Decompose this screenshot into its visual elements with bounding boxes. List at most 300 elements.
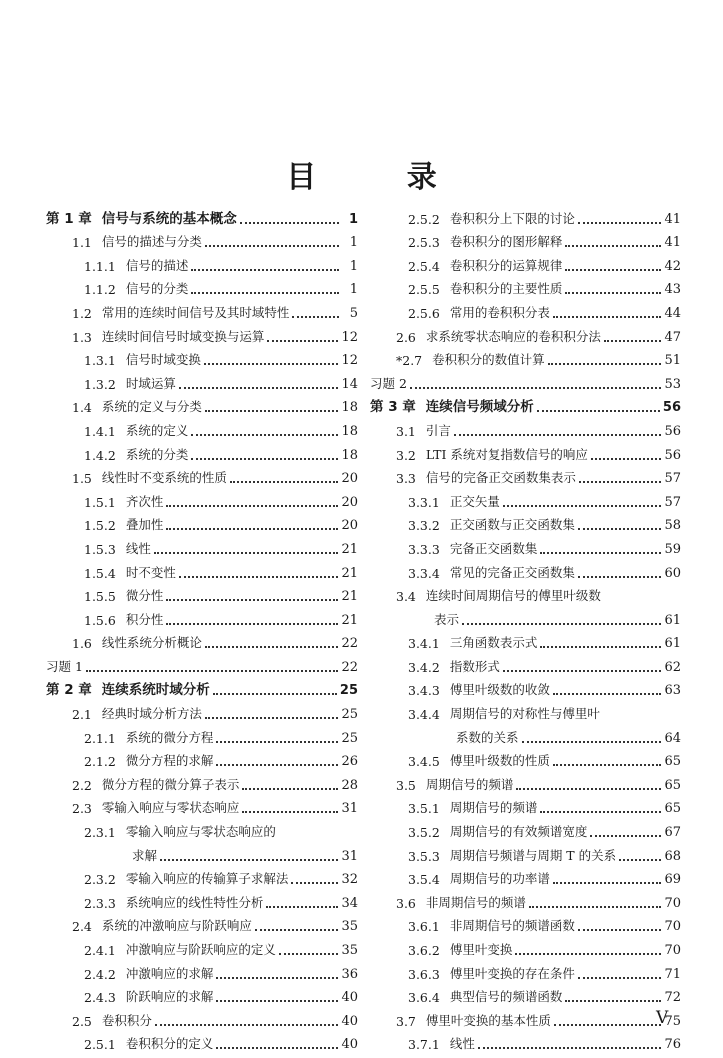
toc-entry[interactable] — [370, 958, 681, 982]
toc-entry-number: 2.5.3 — [408, 235, 440, 251]
toc-entry[interactable] — [370, 463, 681, 487]
toc-entry-page: 40 — [341, 1013, 358, 1029]
dot-leader — [537, 409, 660, 412]
toc-entry-page: 70 — [664, 919, 681, 935]
dot-leader — [553, 692, 662, 695]
toc-entry[interactable] — [370, 203, 681, 227]
toc-entry[interactable] — [46, 1029, 358, 1053]
toc-entry-number: 3.5 — [396, 777, 416, 793]
dot-leader — [553, 315, 662, 318]
page-title: 目 录 — [286, 160, 477, 195]
toc-entry-title: 线性 — [449, 1036, 475, 1052]
toc-entry-page: 44 — [664, 305, 681, 321]
toc-entry-number: 3.5.1 — [408, 801, 440, 817]
toc-entry-page: 35 — [341, 919, 358, 935]
toc-entry[interactable] — [46, 486, 358, 510]
dot-leader — [240, 221, 339, 224]
toc-entry-page: 72 — [664, 990, 681, 1006]
toc-entry-page: 64 — [664, 730, 681, 746]
toc-entry-page: 25 — [339, 683, 358, 699]
toc-entry-title: 卷积积分的数值计算 — [432, 352, 545, 368]
toc-entry-page: 12 — [341, 353, 358, 369]
toc-entry-title: 连续信号频域分析 — [425, 399, 534, 416]
toc-entry-number: 3.7.1 — [408, 1037, 440, 1053]
toc-entry-title: 周期信号的频谱 — [449, 800, 538, 816]
toc-entry-page: 47 — [664, 329, 681, 345]
toc-entry-page: 53 — [664, 376, 681, 392]
toc-entry-page: 60 — [664, 565, 681, 581]
toc-entry-title: 正交函数与正交函数集 — [449, 517, 575, 533]
toc-entry[interactable] — [370, 439, 681, 463]
toc-entry-title: 周期信号的功率谱 — [449, 871, 550, 887]
toc-entry-number: 3.6.2 — [408, 943, 440, 958]
dot-leader — [503, 504, 662, 507]
toc-entry[interactable] — [370, 793, 681, 817]
dot-leader — [291, 881, 338, 884]
toc-entry-title: 系数的关系 — [456, 729, 519, 745]
dot-leader — [516, 787, 661, 790]
toc-entry-title: 信号时域变换 — [125, 352, 201, 368]
toc-entry[interactable] — [370, 321, 681, 345]
toc-entry-page: 35 — [341, 943, 358, 958]
toc-entry[interactable] — [370, 628, 681, 652]
toc-entry[interactable] — [46, 698, 358, 722]
toc-entry[interactable] — [46, 274, 358, 298]
toc-entry-page: 21 — [341, 541, 358, 557]
toc-entry-page: 75 — [664, 1013, 681, 1029]
dot-leader — [540, 810, 661, 813]
toc-entry-page: 65 — [664, 801, 681, 817]
toc-entry-page: 21 — [341, 589, 358, 605]
toc-entry-page: 25 — [341, 707, 358, 723]
toc-entry-page: 40 — [341, 990, 358, 1006]
toc-entry-page: 20 — [341, 518, 358, 534]
toc-entry-page: 20 — [341, 494, 358, 510]
toc-entry-page: 1 — [349, 235, 358, 251]
toc-entry-page: 67 — [664, 825, 681, 841]
toc-entry[interactable] — [46, 203, 358, 227]
dot-leader — [454, 433, 662, 436]
toc-entry[interactable] — [46, 864, 358, 888]
toc-entry-title: 信号的描述 — [125, 257, 189, 273]
toc-entry-number: 1.5.6 — [84, 612, 116, 628]
toc-entry-page: 41 — [664, 211, 681, 227]
toc-entry-title: 求解 — [132, 847, 158, 863]
toc-entry[interactable] — [46, 628, 358, 652]
toc-entry-title: 卷积积分 — [101, 1012, 152, 1028]
dot-leader — [216, 1046, 338, 1049]
dot-leader — [267, 339, 338, 342]
toc-entry-number: 3.3.1 — [408, 494, 440, 510]
toc-entry[interactable] — [370, 250, 681, 274]
toc-entry-page: 1 — [349, 282, 358, 298]
dot-leader — [191, 268, 339, 271]
dot-leader — [191, 433, 338, 436]
dot-leader — [204, 362, 339, 365]
toc-entry-title: 系统的定义 — [125, 422, 189, 438]
dot-leader — [565, 999, 661, 1002]
dot-leader — [578, 976, 662, 979]
toc-entry-page: 61 — [664, 612, 681, 628]
toc-entry-number: 2.4.2 — [84, 966, 116, 982]
dot-leader — [478, 1046, 662, 1049]
toc-entry-page: 1 — [349, 258, 358, 274]
toc-entry[interactable] — [370, 604, 681, 628]
toc-entry[interactable] — [370, 982, 681, 1006]
toc-entry-number: 2.5.5 — [408, 282, 440, 298]
toc-entry[interactable] — [370, 274, 681, 298]
toc-entry-number: 2.5 — [72, 1013, 92, 1029]
toc-entry-number: 3.4.4 — [408, 707, 440, 723]
toc-entry-number: 2.5.1 — [84, 1037, 116, 1053]
dot-leader — [565, 244, 661, 247]
toc-entry[interactable] — [46, 840, 358, 864]
toc-entry[interactable] — [370, 486, 681, 510]
toc-entry-title: 线性系统分析概论 — [101, 635, 202, 651]
toc-entry-page: 26 — [341, 754, 358, 770]
toc-entry-page: 62 — [664, 659, 681, 675]
toc-entry-number: 2.6 — [396, 329, 416, 345]
toc-entry-page: 5 — [349, 305, 358, 321]
toc-entry-page: 21 — [341, 612, 358, 628]
toc-entry-title: 指数形式 — [449, 658, 500, 674]
toc-entry-number: 3.3 — [396, 471, 416, 487]
toc-entry[interactable] — [46, 533, 358, 557]
toc-entry-number: 2.3.3 — [84, 895, 116, 911]
toc-entry-title: 求系统零状态响应的卷积积分法 — [425, 328, 601, 344]
toc-entry-title: 常见的完备正交函数集 — [449, 564, 575, 580]
toc-entry-page: 57 — [664, 471, 681, 487]
toc-entry-page: 65 — [664, 777, 681, 793]
toc-entry-title: 习题 2 — [370, 375, 407, 391]
toc-entry-title: 卷积积分的图形解释 — [449, 234, 563, 250]
toc-entry-title: 积分性 — [125, 611, 164, 627]
toc-entry[interactable] — [46, 368, 358, 392]
toc-entry-title: 周期信号频谱与周期 T 的关系 — [449, 847, 617, 863]
toc-column-right — [370, 203, 681, 1052]
toc-entry[interactable] — [46, 463, 358, 487]
page-number: V — [656, 1008, 669, 1028]
dot-leader — [529, 905, 662, 908]
dot-leader — [205, 409, 339, 412]
toc-entry-number: 1.3 — [72, 329, 92, 345]
toc-entry-page: 76 — [664, 1037, 681, 1053]
toc-entry[interactable] — [46, 675, 358, 699]
toc-entry[interactable] — [370, 698, 681, 722]
dot-leader — [191, 291, 339, 294]
toc-entry-number: 2.4 — [72, 919, 92, 935]
toc-entry-page: 57 — [664, 494, 681, 510]
toc-entry-number: 3.4.2 — [408, 659, 440, 675]
toc-entry[interactable] — [46, 581, 358, 605]
toc-entry[interactable] — [46, 793, 358, 817]
toc-entry-number: 1.1.1 — [84, 258, 116, 274]
toc-entry-title: 零输入响应的传输算子求解法 — [125, 871, 289, 887]
toc-entry-number: 2.1 — [72, 707, 92, 723]
toc-entry[interactable] — [46, 982, 358, 1006]
toc-entry[interactable] — [46, 557, 358, 581]
dot-leader — [242, 810, 338, 813]
dot-leader — [553, 881, 662, 884]
toc-entry-number: 1.5.3 — [84, 541, 116, 557]
toc-entry-title: 阶跃响应的求解 — [125, 989, 214, 1005]
toc-entry-title: 完备正交函数集 — [449, 540, 538, 556]
toc-entry-page: 40 — [341, 1037, 358, 1053]
toc-entry-number: 3.5.3 — [408, 848, 440, 864]
toc-entry-number: 3.6.3 — [408, 966, 440, 982]
toc-entry[interactable] — [46, 439, 358, 463]
toc-entry-page: 58 — [664, 518, 681, 534]
toc-entry-title: 零输入响应与零状态响应 — [101, 800, 240, 816]
toc-entry-number: 2.1.1 — [84, 730, 116, 746]
toc-entry-title: 傅里叶变换的基本性质 — [425, 1012, 551, 1028]
dot-leader — [619, 858, 661, 861]
toc-entry-title: 微分性 — [125, 588, 164, 604]
toc-entry-number: 3.2 — [396, 447, 416, 463]
toc-entry-page: 14 — [341, 376, 358, 392]
dot-leader — [166, 504, 338, 507]
toc-entry-title: 卷积积分上下限的讨论 — [449, 210, 575, 226]
toc-entry-title: 信号与系统的基本概念 — [101, 210, 237, 227]
toc-entry[interactable] — [46, 321, 358, 345]
toc-entry-page: 21 — [341, 565, 358, 581]
dot-leader — [166, 622, 338, 625]
toc-entry[interactable] — [370, 816, 681, 840]
toc-entry[interactable] — [370, 227, 681, 251]
dot-leader — [503, 669, 662, 672]
toc-entry[interactable] — [46, 227, 358, 251]
toc-entry[interactable] — [370, 840, 681, 864]
toc-entry-number: 第 2 章 — [46, 682, 92, 699]
toc-entry-number: 3.6 — [396, 895, 416, 911]
toc-entry-number: 3.5.4 — [408, 872, 440, 888]
toc-entry-number: 3.1 — [396, 423, 416, 439]
toc-entry-title: 卷积积分的运算规律 — [449, 257, 563, 273]
toc-entry-page: 18 — [341, 400, 358, 416]
toc-entry-number: 3.6.1 — [408, 919, 440, 935]
dot-leader — [292, 315, 339, 318]
dot-leader — [179, 575, 339, 578]
toc-entry[interactable] — [370, 864, 681, 888]
toc-entry-page: 56 — [662, 400, 681, 416]
toc-entry-title: 连续时间周期信号的傅里叶级数 — [425, 588, 601, 604]
dot-leader — [553, 763, 662, 766]
toc-entry[interactable] — [370, 345, 681, 369]
toc-entry-title: 引言 — [425, 422, 451, 438]
toc-entry[interactable] — [370, 769, 681, 793]
toc-entry-title: 卷积积分的主要性质 — [449, 281, 563, 297]
toc-entry[interactable] — [46, 934, 358, 958]
toc-entry-title: 信号的完备正交函数集表示 — [425, 470, 576, 486]
dot-leader — [154, 551, 339, 554]
dot-leader — [242, 787, 338, 790]
toc-entry-page: 31 — [341, 801, 358, 817]
dot-leader — [578, 527, 662, 530]
toc-entry-page: 42 — [664, 258, 681, 274]
toc-entry-page: 41 — [664, 235, 681, 251]
toc-entry-title: 三角函数表示式 — [449, 635, 538, 651]
toc-entry[interactable] — [370, 297, 681, 321]
toc-entry-page: 56 — [664, 447, 681, 463]
toc-entry[interactable] — [370, 934, 681, 958]
toc-entry[interactable] — [46, 250, 358, 274]
toc-entry[interactable] — [370, 368, 681, 392]
toc-entry-number: *2.7 — [396, 353, 423, 369]
toc-entry-number: 1.5.2 — [84, 518, 116, 534]
dot-leader — [591, 457, 662, 460]
toc-entry[interactable] — [46, 887, 358, 911]
toc-entry-number: 2.5.6 — [408, 305, 440, 321]
toc-entry[interactable] — [370, 746, 681, 770]
toc-entry-page: 1 — [348, 211, 358, 227]
toc-entry-page: 63 — [664, 683, 681, 699]
dot-leader — [216, 976, 338, 979]
toc-entry-number: 2.5.2 — [408, 211, 440, 227]
dot-leader — [540, 551, 661, 554]
dot-leader — [160, 858, 338, 861]
toc-entry-page: 25 — [341, 730, 358, 746]
dot-leader — [522, 740, 662, 743]
toc-entry-number: 1.3.1 — [84, 353, 116, 369]
toc-entry[interactable] — [370, 722, 681, 746]
toc-entry[interactable] — [46, 392, 358, 416]
dot-leader — [216, 740, 338, 743]
toc-entry-number: 2.1.2 — [84, 754, 116, 770]
toc-entry[interactable] — [370, 675, 681, 699]
toc-entry-title: 连续系统时域分析 — [101, 682, 210, 699]
toc-entry-title: 信号的分类 — [125, 281, 189, 297]
toc-entry-number: 2.3.2 — [84, 872, 116, 888]
toc-entry-page: 18 — [341, 423, 358, 439]
toc-entry-number: 1.2 — [72, 305, 92, 321]
toc-entry-title: 周期信号的有效频谱宽度 — [449, 824, 588, 840]
toc-entry-page: 65 — [664, 754, 681, 770]
toc-entry[interactable] — [370, 415, 681, 439]
toc-entry-page: 70 — [664, 895, 681, 911]
toc-entry-number: 1.3.2 — [84, 376, 116, 392]
dot-leader — [590, 834, 661, 837]
toc-entry-number: 3.4 — [396, 589, 416, 605]
toc-entry-title: 正交矢量 — [449, 493, 500, 509]
toc-entry-number: 2.3 — [72, 801, 92, 817]
toc-entry[interactable] — [370, 581, 681, 605]
toc-entry[interactable] — [46, 816, 358, 840]
toc-entry-title: 时域运算 — [125, 375, 176, 391]
toc-entry-title: 非周期信号的频谱 — [425, 894, 526, 910]
dot-leader — [191, 457, 338, 460]
toc-entry[interactable] — [46, 604, 358, 628]
dot-leader — [515, 952, 661, 955]
toc-entry-number: 1.5.5 — [84, 589, 116, 605]
toc-entry-number: 3.3.2 — [408, 518, 440, 534]
toc-entry-title: 系统的定义与分类 — [101, 399, 202, 415]
toc-entry-number: 2.4.1 — [84, 943, 116, 958]
toc-entry-page: 56 — [664, 423, 681, 439]
toc-entry-page: 34 — [341, 895, 358, 911]
toc-entry-number: 3.4.1 — [408, 636, 440, 652]
dot-leader — [279, 952, 339, 955]
toc-entry-number: 3.6.4 — [408, 990, 440, 1006]
toc-entry-title: 系统的冲激响应与阶跃响应 — [101, 918, 252, 934]
dot-leader — [540, 645, 661, 648]
toc-entry[interactable] — [46, 769, 358, 793]
toc-entry[interactable] — [370, 1005, 681, 1029]
toc-entry-page: 43 — [664, 282, 681, 298]
toc-entry[interactable] — [46, 510, 358, 534]
toc-entry[interactable] — [46, 297, 358, 321]
toc-entry[interactable] — [46, 911, 358, 935]
dot-leader — [205, 645, 339, 648]
toc-entry-title: 冲激响应的求解 — [125, 965, 214, 981]
toc-entry[interactable] — [370, 557, 681, 581]
toc-entry[interactable] — [46, 651, 358, 675]
toc-entry-number: 3.7 — [396, 1013, 416, 1029]
toc-entry-number: 1.4.2 — [84, 447, 116, 463]
dot-leader — [266, 905, 338, 908]
toc-entry-number: 1.1 — [72, 235, 92, 251]
toc-entry-title: 系统的分类 — [125, 446, 189, 462]
toc-entry[interactable] — [370, 533, 681, 557]
toc-entry-title: 周期信号的对称性与傅里叶 — [449, 706, 600, 722]
toc-entry[interactable] — [370, 651, 681, 675]
toc-entry[interactable] — [46, 415, 358, 439]
toc-entry-page: 32 — [341, 872, 358, 888]
toc-entry-title: 系统响应的线性特性分析 — [125, 894, 264, 910]
dot-leader — [565, 268, 661, 271]
toc-entry[interactable] — [46, 722, 358, 746]
toc-entry-title: 傅里叶级数的性质 — [449, 753, 550, 769]
toc-entry[interactable] — [370, 1029, 681, 1053]
toc-entry-title: 连续时间信号时域变换与运算 — [101, 328, 265, 344]
dot-leader — [166, 527, 338, 530]
toc-entry-title: 经典时域分析方法 — [101, 706, 202, 722]
toc-entry-number: 2.3.1 — [84, 825, 116, 841]
dot-leader — [205, 716, 339, 719]
toc-entry-title: 卷积积分的定义 — [125, 1036, 214, 1052]
toc-entry[interactable] — [370, 887, 681, 911]
toc-entry-page: 22 — [341, 659, 358, 675]
toc-entry-page: 20 — [341, 471, 358, 487]
toc-entry-title: 信号的描述与分类 — [101, 234, 202, 250]
dot-leader — [255, 928, 339, 931]
toc-entry[interactable] — [46, 746, 358, 770]
toc-entry-number: 1.6 — [72, 636, 92, 652]
toc-entry-page: 71 — [664, 966, 681, 982]
toc-entry-page: 51 — [664, 353, 681, 369]
toc-entry-number: 1.5.1 — [84, 494, 116, 510]
toc-entry[interactable] — [46, 958, 358, 982]
toc-entry-title: 线性 — [125, 540, 151, 556]
dot-leader — [216, 999, 338, 1002]
dot-leader — [166, 598, 338, 601]
toc-entry-page: 59 — [664, 541, 681, 557]
toc-entry[interactable] — [370, 510, 681, 534]
toc-entry-title: 系统的微分方程 — [125, 729, 214, 745]
toc-entry[interactable] — [370, 911, 681, 935]
toc-entry[interactable] — [46, 345, 358, 369]
dot-leader — [578, 575, 662, 578]
toc-entry-number: 3.5.2 — [408, 825, 440, 841]
toc-entry-title: 傅里叶级数的收敛 — [449, 682, 550, 698]
dot-leader — [410, 386, 662, 389]
toc-entry-page: 69 — [664, 872, 681, 888]
toc-entry[interactable] — [46, 1005, 358, 1029]
toc-entry-page: 68 — [664, 848, 681, 864]
toc-entry-number: 第 1 章 — [46, 210, 92, 227]
toc-entry-number: 1.5 — [72, 471, 92, 487]
dot-leader — [578, 928, 662, 931]
toc-entry[interactable] — [370, 392, 681, 416]
